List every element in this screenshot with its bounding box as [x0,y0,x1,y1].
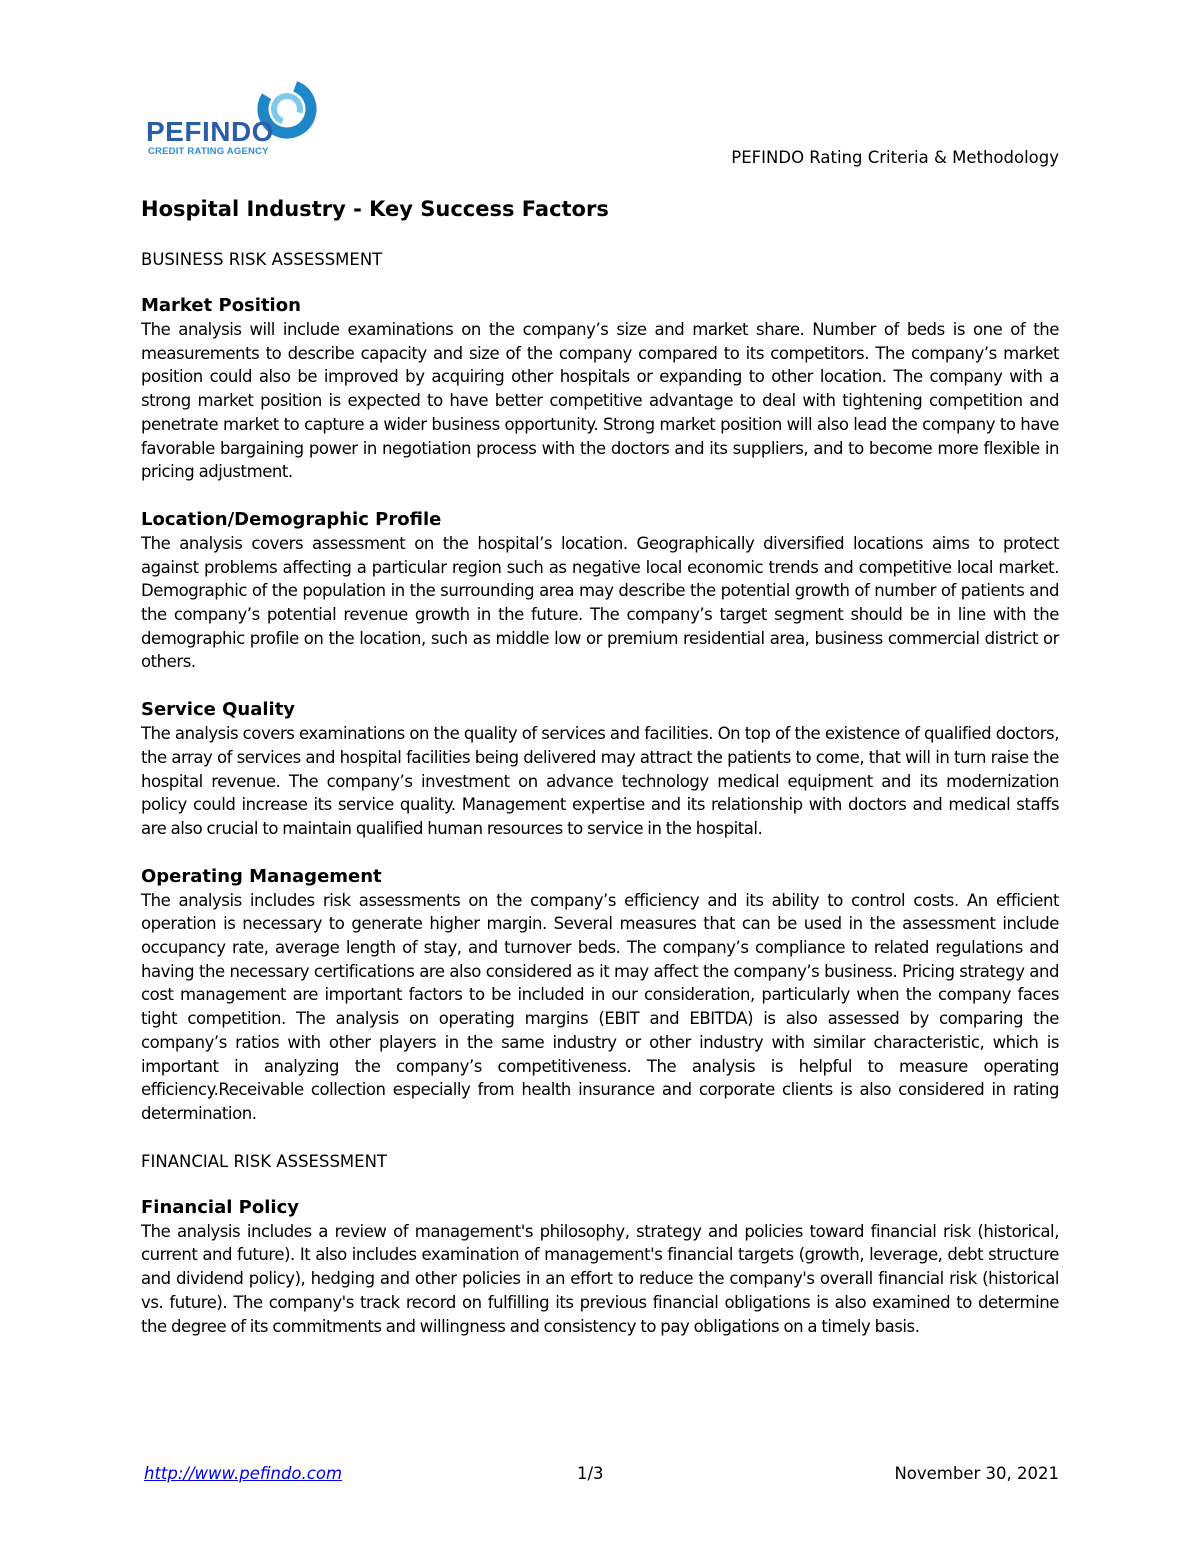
section-heading-business-risk: BUSINESS RISK ASSESSMENT [141,250,383,269]
subsection-title-operating-management: Operating Management [141,865,382,887]
footer-page-number: 1/3 [577,1464,604,1483]
subsection-title-service-quality: Service Quality [141,699,296,721]
subsection-title-financial-policy: Financial Policy [141,1196,299,1218]
subsection-text-financial-policy: The analysis includes a review of management's philosophy, strategy and policies toward financial risk (historical, current and future). It also includes examination of management's financial targets (growth, leverage, debt structure and dividend policy), hedging and other policies in an effort to reduce the company's overall financial risk (historical vs. future). The company's track record on fulfilling its previous financial obligations is also examined to determine the degree of its commitments and willingness and consistency to pay obligations on a timely basis. [141,1221,1059,1336]
logo-wordmark: PEFINDO [146,116,274,147]
subsection-text-operating-management: The analysis includes risk assessments on the company’s efficiency and its ability to control costs. An efficient operation is necessary to generate higher margin. Several measures that can be used in the assessment include occupancy rate, average length of stay, and turnover beds. The company’s compliance to related regulations and having the necessary certifications are also considered as it may affect the company’s business. Pricing strategy and cost management are important factors to be included in our consideration, particularly when the company faces tight competition. The analysis on operating margins (EBIT and EBITDA) is also assessed by comparing the company’s ratios with other players in the same industry or other industry with similar characteristic, which is important in analyzing the company’s competitiveness. The analysis is helpful to measure operating efficiency.Receivable collection especially from health insurance and corporate clients is also considered in rating determination. [141,890,1059,1123]
subsection-text-market-position: The analysis will include examinations on the company’s size and market share. Number of beds is one of the measurements to describe capacity and size of the company compared to its competitors. The company’s market position could also be improved by acquiring other hospitals or expanding to other location. The company with a strong market position is expected to have better competitive advantage to deal with tightening competition and penetrate market to capture a wider business opportunity. Strong market position will also lead the company to have favorable bargaining power in negotiation process with the doctors and its suppliers, and to become more flexible in pricing adjustment. [141,320,1059,482]
logo-tagline: CREDIT RATING AGENCY [148,146,269,157]
section-heading-financial-risk: FINANCIAL RISK ASSESSMENT [141,1151,388,1171]
document-title: Hospital Industry - Key Success Factors [141,197,609,221]
document-body [141,194,1059,1362]
page-footer [141,1464,1059,1488]
pefindo-logo [146,78,326,162]
subsection-text-location-demographic: The analysis covers assessment on the hospital’s location. Geographically diversified locations aims to protect against problems affecting a particular region such as negative local economic trends and competitive local market. Demographic of the population in the surrounding area may describe the potential growth of number of patients and the company’s potential revenue growth in the future. The company’s target segment should be in line with the demographic profile on the location, such as middle low or premium residential area, business commercial district or others. [141,533,1059,672]
footer-website-link[interactable]: http://www.pefindo.com [144,1464,343,1483]
subsection-text-service-quality: The analysis covers examinations on the quality of services and facilities. On top of the existence of qualified doctors, the array of services and hospital facilities being delivered may attract the patients to come, that will in turn raise the hospital revenue. The company’s investment on advance technology medical equipment and its modernization policy could increase its service quality. Management expertise and its relationship with doctors and medical staffs are also crucial to maintain qualified human resources to service in the hospital. [141,724,1059,838]
header-criteria-label: PEFINDO Rating Criteria & Methodology [731,148,1059,167]
subsection-title-market-position: Market Position [141,295,301,316]
footer-date: November 30, 2021 [894,1464,1059,1483]
subsection-title-location-demographic: Location/Demographic Profile [141,508,442,530]
